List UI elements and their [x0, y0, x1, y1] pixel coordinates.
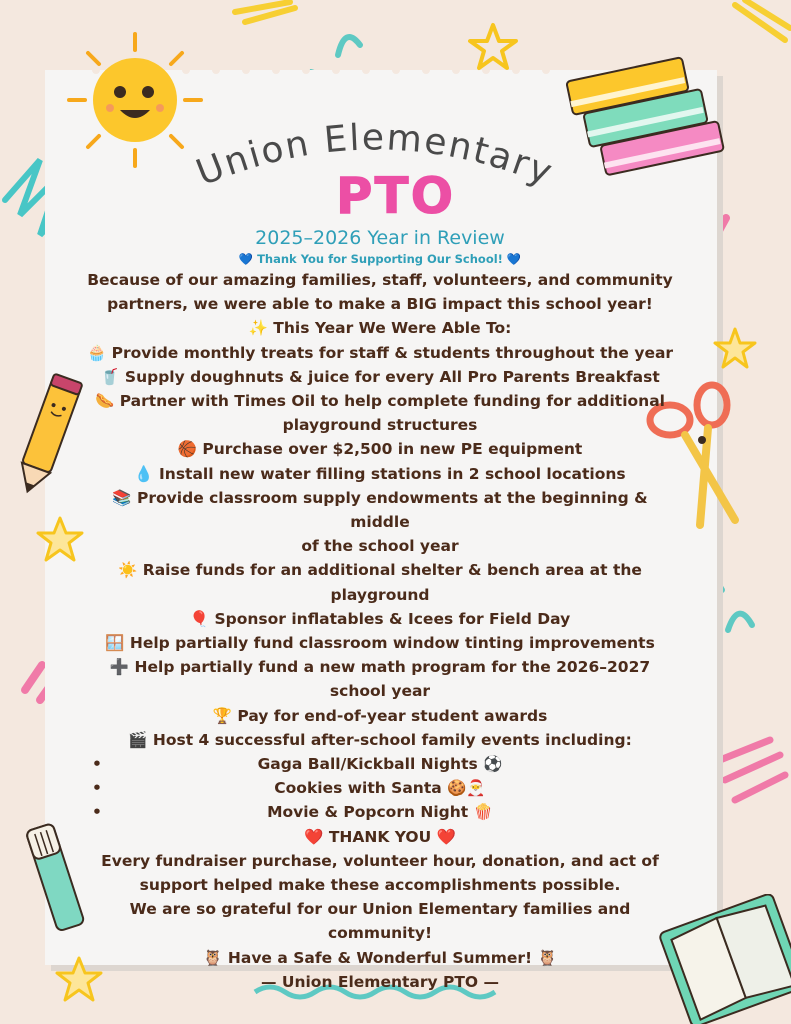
thanks-tagline: 💙 Thank You for Supporting Our School! 💙 — [238, 252, 522, 266]
page-subtitle: 2025–2026 Year in Review — [255, 227, 505, 249]
closing-line: 🦉 Have a Safe & Wonderful Summer! 🦉 — [203, 948, 557, 967]
accomplishment-item: 🏆 Pay for end-of-year student awards — [212, 706, 548, 725]
bullet-icon: • — [92, 803, 102, 822]
closing-line: support helped make these accomplishments possible. — [139, 876, 621, 895]
accomplishment-item: playground — [330, 585, 430, 604]
accomplishment-item: 💧 Install new water filling stations in 2 school locations — [134, 464, 626, 483]
star-icon — [468, 22, 518, 72]
accomplishment-item: ➕ Help partially fund a new math program for the 2026–2027 — [109, 658, 651, 677]
school-name-text: Union Elementary — [190, 117, 560, 195]
accomplishment-item: 🧁 Provide monthly treats for staff & students throughout the year — [86, 343, 674, 362]
event-name: Movie & Popcorn Night 🍿 — [267, 803, 493, 822]
event-list-item — [80, 800, 680, 824]
accomplishment-item: 🏀 Purchase over $2,500 in new PE equipment — [177, 440, 583, 459]
star-icon — [713, 326, 757, 370]
star-icon — [36, 515, 84, 563]
event-name: Cookies with Santa 🍪🎅 — [274, 779, 486, 798]
event-name: Gaga Ball/Kickball Nights ⚽ — [257, 755, 503, 774]
closing-line: Every fundraiser purchase, volunteer hour, donation, and act of — [101, 851, 659, 870]
accomplishment-item: 🎬 Host 4 successful after-school family events including: — [128, 730, 632, 749]
signature-line: — Union Elementary PTO — — [260, 972, 500, 991]
intro-line: Because of our amazing families, staff, volunteers, and community — [87, 271, 673, 289]
accomplishment-item: 🪟 Help partially fund classroom window tinting improvements — [105, 634, 655, 653]
thank-you-heading: ❤️ THANK YOU ❤️ — [304, 827, 456, 846]
closing-line: We are so grateful for our Union Elementary families and — [129, 900, 631, 919]
pto-title: PTO — [335, 167, 456, 225]
event-list-item — [80, 776, 680, 800]
accomplishment-item: school year — [329, 682, 431, 701]
bullet-icon: • — [92, 779, 102, 798]
accomplishment-item: 📚 Provide classroom supply endowments at the beginning & middle — [112, 488, 648, 532]
accomplishment-item: ☀️ Raise funds for an additional shelter & bench area at the — [118, 561, 642, 580]
event-list-item — [80, 752, 680, 776]
pencil-icon — [8, 370, 88, 500]
flyer-content — [80, 226, 680, 994]
accomplishment-item: 🌭 Partner with Times Oil to help complete funding for additional — [95, 392, 665, 411]
accomplishment-item: 🎈 Sponsor inflatables & Icees for Field Day — [189, 609, 571, 628]
section-heading: ✨ This Year We Were Able To: — [248, 319, 512, 338]
accomplishment-item: of the school year — [301, 537, 459, 556]
closing-line: community! — [327, 924, 433, 943]
intro-line: partners, we were able to make a BIG impact this school year! — [107, 295, 653, 314]
accomplishment-item: playground structures — [282, 416, 478, 435]
accomplishment-item: 🥤 Supply doughnuts & juice for every All Pro Parents Breakfast — [100, 367, 660, 386]
bullet-icon: • — [92, 755, 102, 774]
